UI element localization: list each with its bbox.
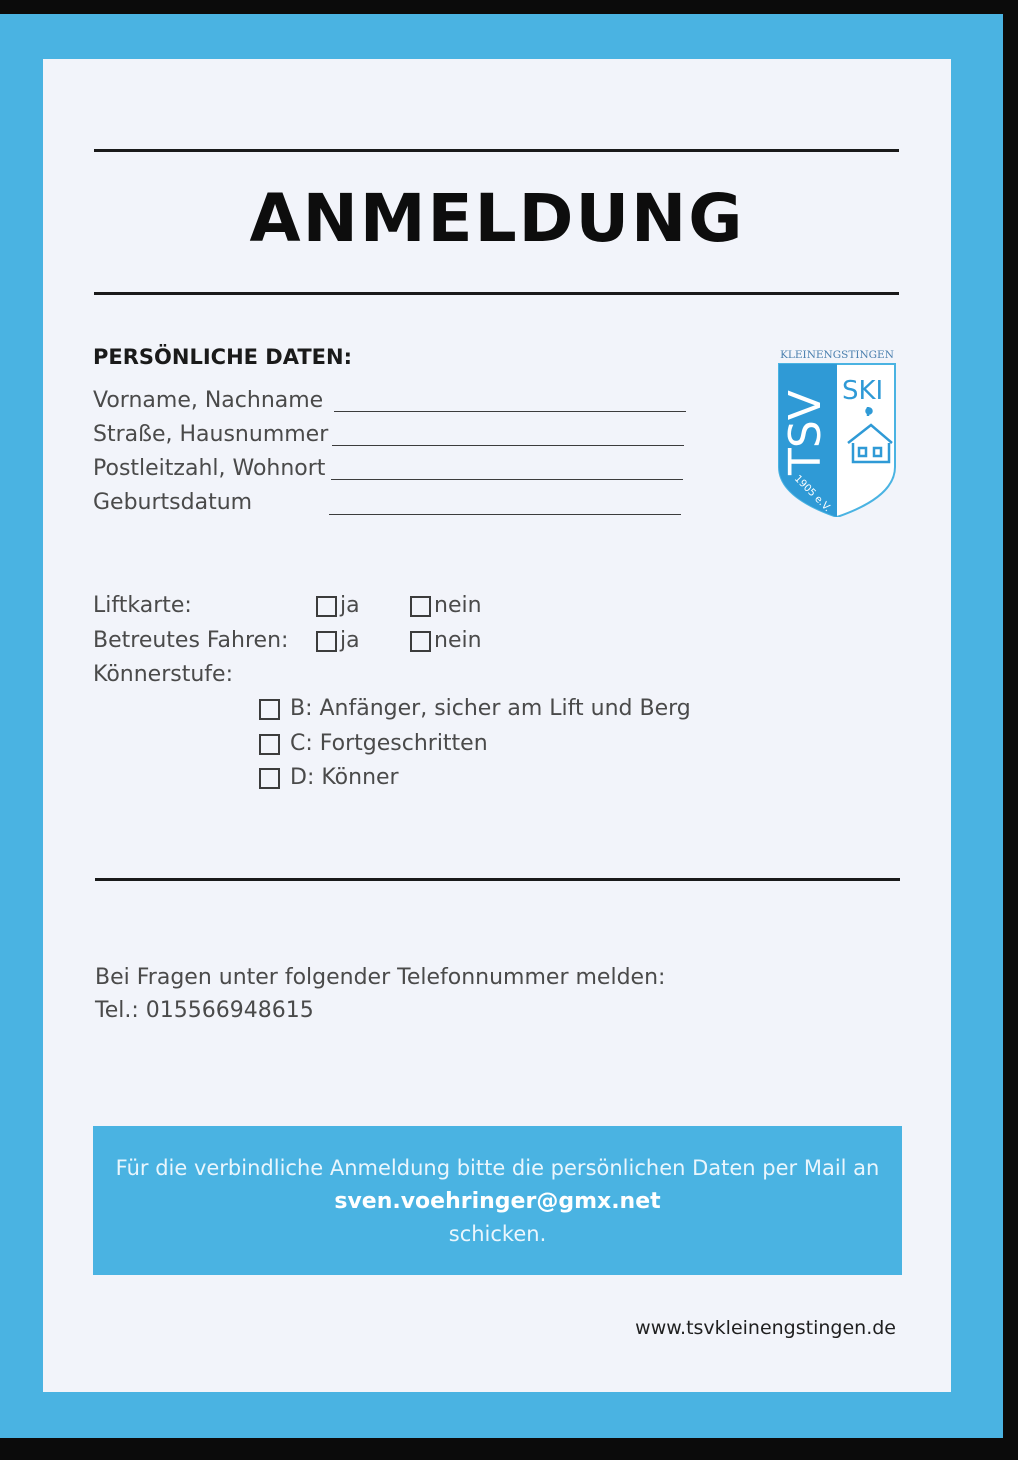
website-link[interactable]: www.tsvkleinengstingen.de <box>635 1317 896 1339</box>
liftkarte-no-checkbox[interactable] <box>410 596 431 617</box>
field-label-name: Vorname, Nachname <box>93 388 324 413</box>
betreut-label: Betreutes Fahren: <box>93 628 289 653</box>
contact-phone: Tel.: 015566948615 <box>95 998 314 1023</box>
level-c-label: C: Fortgeschritten <box>290 731 488 756</box>
middle-rule <box>95 878 900 881</box>
field-label-city: Postleitzahl, Wohnort <box>93 456 326 481</box>
betreut-yes-checkbox[interactable] <box>316 631 337 652</box>
liftkarte-yes-label: ja <box>340 593 360 618</box>
submission-banner <box>93 1126 902 1275</box>
betreut-no-label: nein <box>434 628 482 653</box>
logo-top-text: KLEINENGSTINGEN <box>780 349 894 361</box>
field-line-street[interactable] <box>332 445 684 446</box>
form-title: ANMELDUNG <box>249 180 745 257</box>
level-d-checkbox[interactable] <box>259 768 280 789</box>
title-bottom-rule <box>94 292 899 295</box>
level-c-checkbox[interactable] <box>259 734 280 755</box>
field-label-street: Straße, Hausnummer <box>93 422 329 447</box>
logo-ski: SKI <box>842 376 884 406</box>
contact-text: Bei Fragen unter folgender Telefonnummer melden: <box>95 965 666 990</box>
liftkarte-no-label: nein <box>434 593 482 618</box>
field-line-city[interactable] <box>331 479 683 480</box>
field-line-birthdate[interactable] <box>329 514 681 515</box>
logo-letters: TSV <box>780 390 831 475</box>
level-label: Könnerstufe: <box>93 662 233 687</box>
blue-frame <box>0 14 1003 1438</box>
form-sheet <box>43 59 951 1392</box>
field-label-birthdate: Geburtsdatum <box>93 490 253 515</box>
personal-data-heading: PERSÖNLICHE DATEN: <box>93 345 352 369</box>
tsv-ski-logo <box>776 347 898 517</box>
field-line-name[interactable] <box>334 411 686 412</box>
liftkarte-yes-checkbox[interactable] <box>316 596 337 617</box>
logo-year: 1905 e.V. <box>791 473 833 515</box>
top-rule <box>94 149 899 152</box>
level-b-label: B: Anfänger, sicher am Lift und Berg <box>290 696 691 721</box>
betreut-yes-label: ja <box>340 628 360 653</box>
level-d-label: D: Könner <box>290 765 399 790</box>
banner-closing: schicken. <box>448 1222 547 1246</box>
level-b-checkbox[interactable] <box>259 699 280 720</box>
betreut-no-checkbox[interactable] <box>410 631 431 652</box>
banner-email-link[interactable]: sven.voehringer@gmx.net <box>334 1189 661 1214</box>
liftkarte-label: Liftkarte: <box>93 593 192 618</box>
banner-instruction: Für die verbindliche Anmeldung bitte die persönlichen Daten per Mail an <box>115 1156 880 1180</box>
